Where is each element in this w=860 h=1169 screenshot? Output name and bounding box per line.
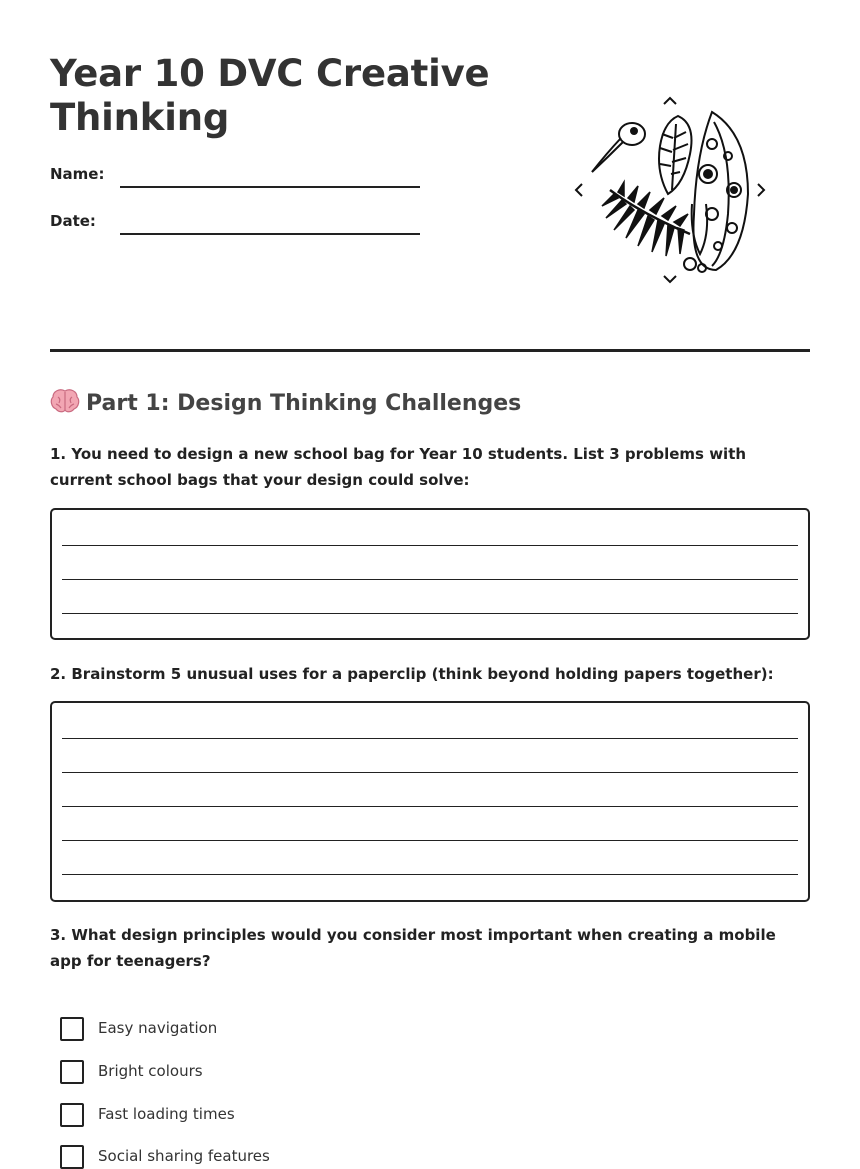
answer-line[interactable] [62, 840, 798, 841]
option-label: Bright colours [98, 1062, 203, 1080]
section-heading [50, 388, 521, 419]
option-label: Social sharing features [98, 1147, 270, 1165]
option-label: Fast loading times [98, 1105, 235, 1123]
answer-line[interactable] [62, 545, 798, 546]
section-divider [50, 349, 810, 352]
worksheet-title: Year 10 DVC Creative Thinking [50, 52, 490, 139]
checkbox[interactable] [60, 1017, 84, 1041]
date-input[interactable] [120, 211, 420, 235]
name-label: Name: [50, 165, 105, 183]
option-label: Easy navigation [98, 1019, 218, 1037]
answer-line[interactable] [62, 772, 798, 773]
checkbox[interactable] [60, 1103, 84, 1127]
brain-icon [50, 388, 80, 414]
question-2-text: 2. Brainstorm 5 unusual uses for a paperclip (think beyond holding papers together): [50, 665, 774, 683]
option-fast-loading-times[interactable] [60, 1103, 460, 1127]
option-easy-navigation[interactable] [60, 1017, 460, 1041]
question-1-text: 1. You need to design a new school bag for Year 10 students. List 3 problems with current school bags that your design could solve: [50, 445, 747, 489]
answer-line[interactable] [62, 613, 798, 614]
checkbox[interactable] [60, 1145, 84, 1169]
question-1-answer-box[interactable] [50, 508, 810, 640]
kiwi-fern-emblem-logo [572, 94, 768, 286]
name-field-row [50, 164, 420, 190]
answer-line[interactable] [62, 806, 798, 807]
option-bright-colours[interactable] [60, 1060, 460, 1084]
answer-line[interactable] [62, 738, 798, 739]
answer-line[interactable] [62, 874, 798, 875]
question-3-text: 3. What design principles would you consider most important when creating a mobile app for teenagers? [50, 926, 776, 970]
date-field-row [50, 211, 420, 237]
date-label: Date: [50, 212, 96, 230]
question-2-answer-box[interactable] [50, 701, 810, 902]
name-input[interactable] [120, 164, 420, 188]
section-title-text: Part 1: Design Thinking Challenges [86, 391, 522, 416]
option-social-sharing-features[interactable] [60, 1145, 460, 1169]
answer-line[interactable] [62, 579, 798, 580]
checkbox[interactable] [60, 1060, 84, 1084]
